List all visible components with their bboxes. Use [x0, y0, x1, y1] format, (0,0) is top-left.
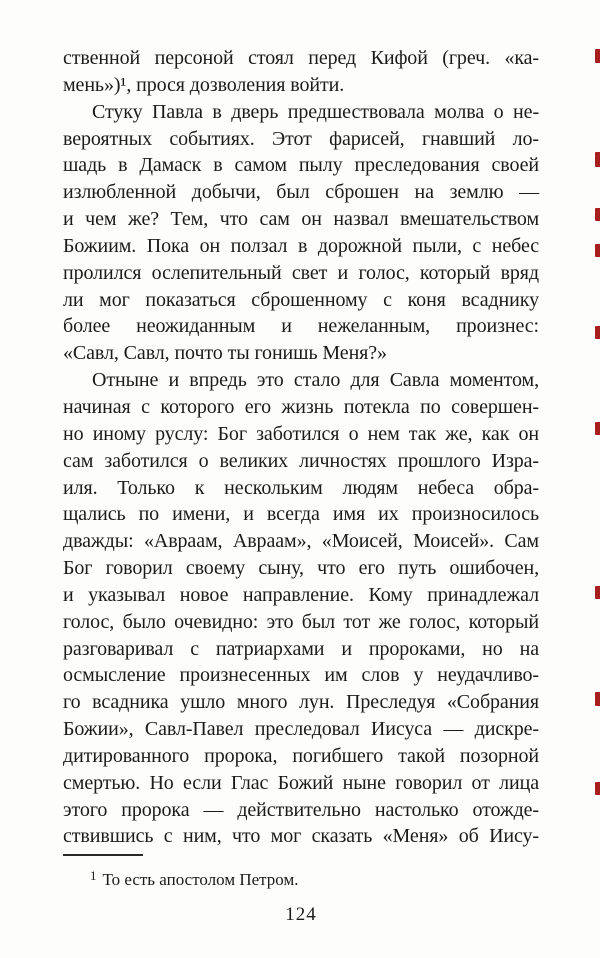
text-line: иля. Только к нескольким людям небеса обра-	[63, 476, 539, 499]
text-line: вероятных событиях. Этот фарисей, гнавший ло-	[63, 127, 539, 150]
text-line: пролился ослепительный свет и голос, который вряд	[63, 261, 539, 284]
text-line: но иному руслу: Бог заботился о нем так же, как он	[63, 422, 539, 445]
footnote-divider	[63, 854, 143, 856]
body-text	[63, 45, 539, 850]
text-line: Божиим. Пока он ползал в дорожной пыли, с небес	[63, 234, 539, 257]
footnote	[63, 864, 539, 892]
text-line: ствившись с ним, что мог сказать «Меня» об Иису-	[63, 825, 539, 848]
page-edge-mark	[595, 244, 600, 257]
text-line: Божии», Савл-Павел преследовал Иисуса — дискре-	[63, 718, 539, 741]
text-line: излюбленной добычи, был сброшен на землю —	[63, 181, 539, 204]
footnote-text: То есть апостолом Петром.	[102, 870, 299, 889]
text-line: и чем же? Тем, что сам он назвал вмешательством	[63, 208, 539, 231]
text-line: голос, было очевидно: это был тот же голос, который	[63, 610, 539, 633]
text-line: Отныне и впредь это стало для Савла моментом,	[92, 369, 539, 392]
page-edge-mark	[595, 422, 600, 435]
text-line: щались по имени, и всегда имя их произносилось	[63, 503, 539, 526]
text-line: мень»)¹, прося дозволения войти.	[63, 73, 345, 96]
page-edge-mark	[595, 782, 600, 795]
text-line: Бог говорил своему сыну, что его путь ошибочен,	[63, 557, 539, 580]
text-line: сам заботился о великих личностях прошлого Изра-	[63, 449, 539, 472]
text-line: «Савл, Савл, почто ты гонишь Меня?»	[63, 342, 387, 365]
text-line: осмысление произнесенных им слов у неудачливо-	[63, 664, 539, 687]
text-line: смертью. Но если Глас Божий ныне говорил от лица	[63, 771, 539, 794]
text-line: разговаривал с патриархами и пророками, но на	[63, 637, 539, 660]
text-line: дитированного пророка, погибшего такой позорной	[63, 744, 539, 767]
page-number: 124	[285, 904, 317, 925]
text-line: более неожиданным и нежеланным, произнес:	[63, 315, 539, 338]
page-edge-mark	[595, 208, 600, 221]
text-line: Стуку Павла в дверь предшествовала молва о не-	[92, 100, 539, 123]
text-line: ли мог показаться сброшенному с коня всаднику	[63, 288, 539, 311]
text-line: го всадника ушло много лун. Преследуя «Собрания	[63, 691, 539, 714]
text-line: ственной персоной стоял перед Кифой (греч. «ка-	[63, 47, 539, 69]
text-line: начиная с которого его жизнь потекла по совершен-	[63, 395, 539, 418]
page-edge-mark	[595, 49, 600, 63]
page-edge-mark	[595, 586, 600, 599]
page-edge-mark	[595, 692, 600, 706]
text-line: шадь в Дамаск в самом пылу преследования своей	[63, 154, 539, 177]
page-edge-mark	[595, 326, 600, 339]
footnote-marker: 1	[90, 868, 97, 883]
page-edge-mark	[595, 152, 600, 167]
text-line: дважды: «Авраам, Авраам», «Моисей, Моисей». Сам	[63, 530, 539, 553]
text-line: этого пророка — действительно настолько отожде-	[63, 798, 539, 821]
text-line: и указывал новое направление. Кому принадлежал	[63, 583, 539, 606]
